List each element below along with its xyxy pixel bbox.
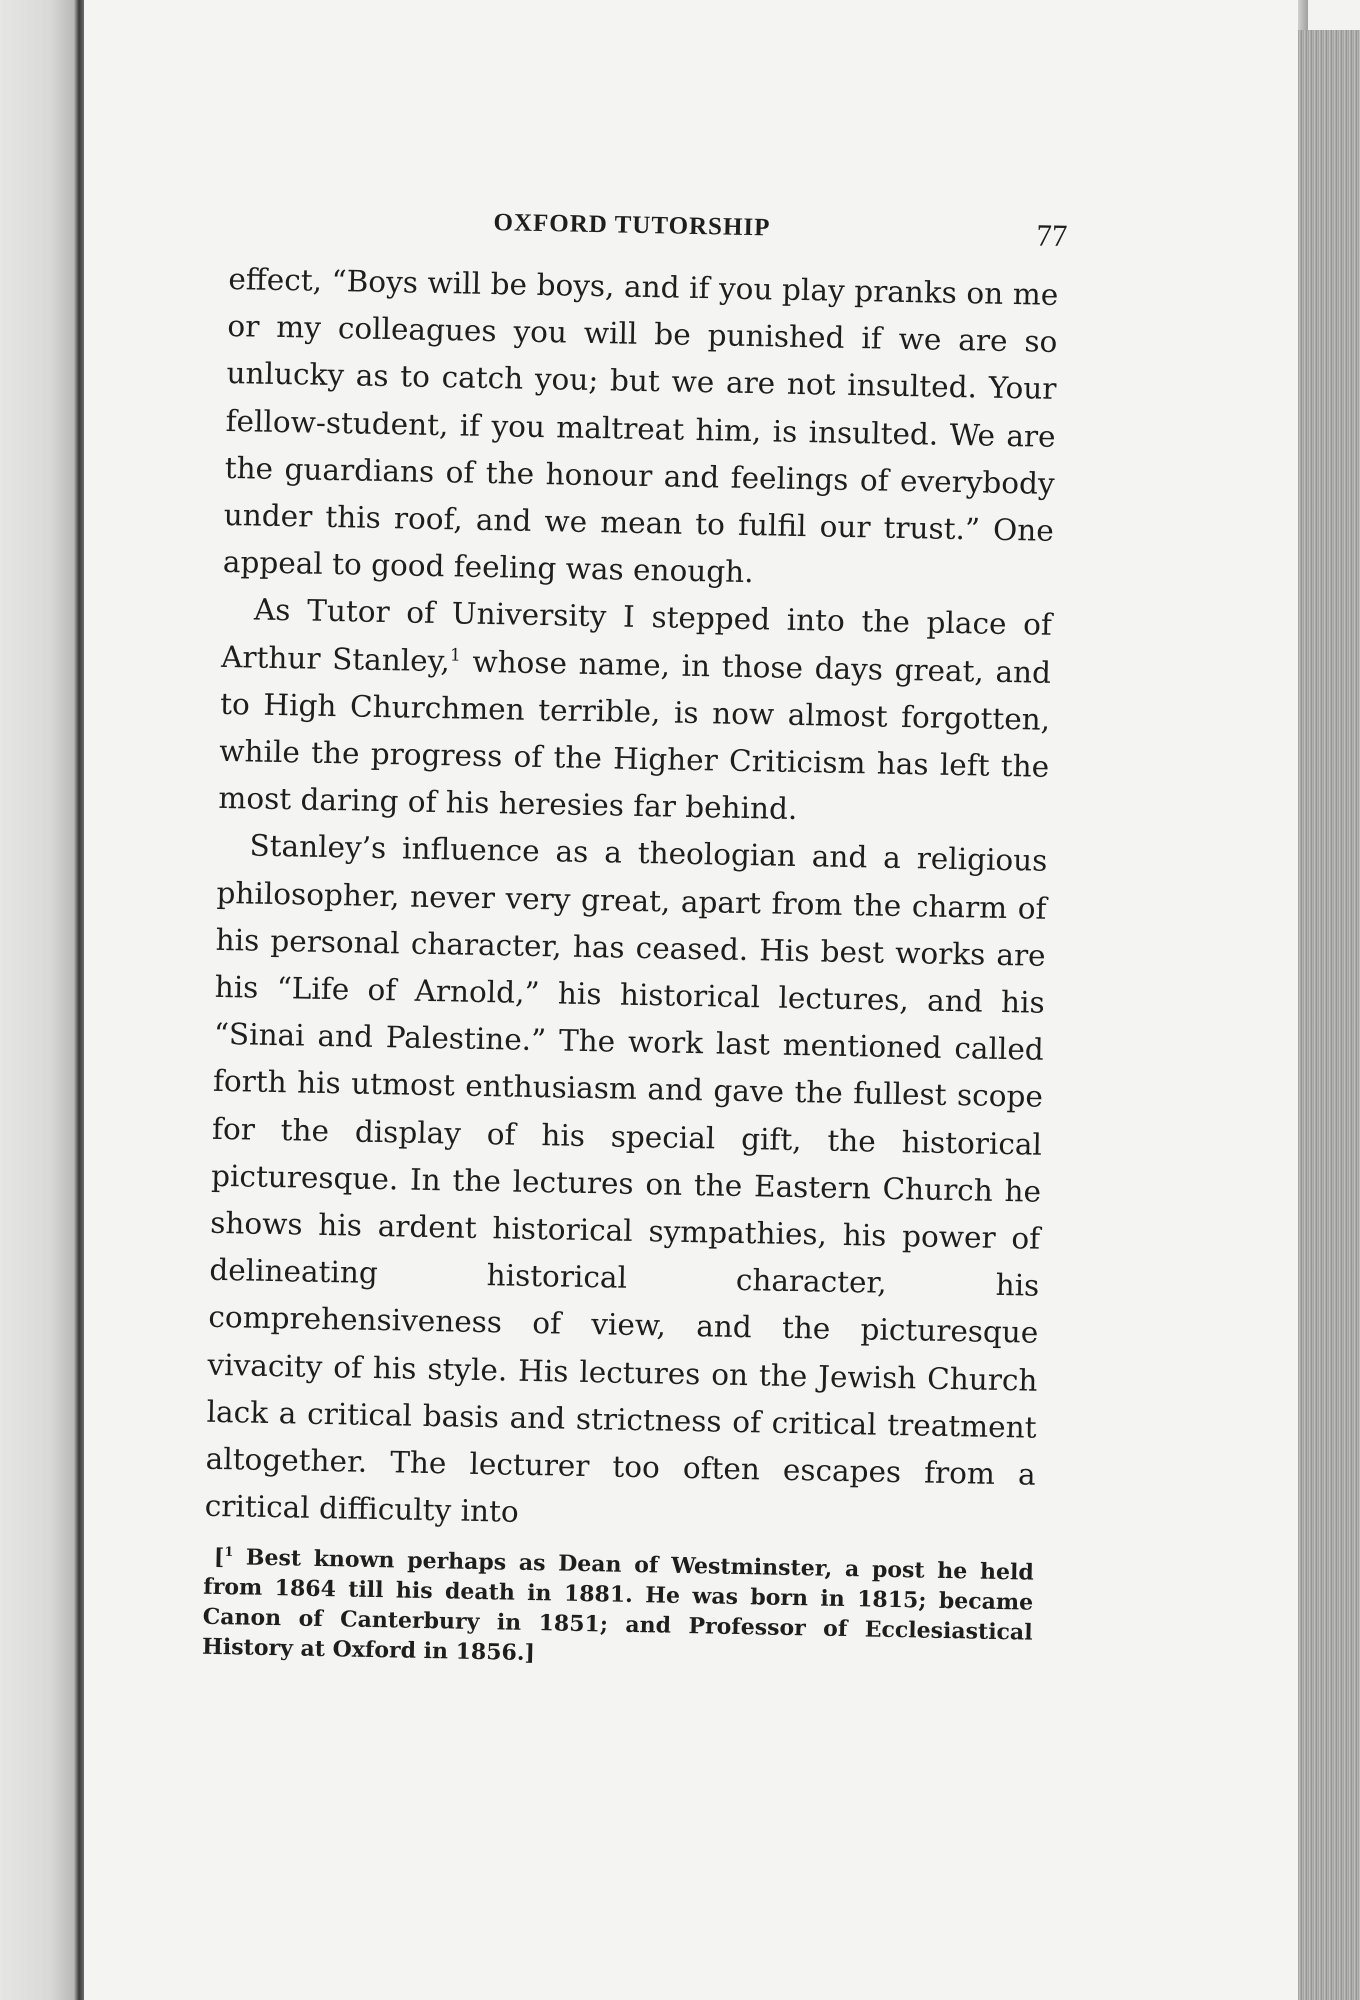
text-block: [201, 196, 1068, 1678]
footnote-reference: 1: [449, 645, 462, 666]
body-text: [204, 256, 1058, 1546]
facing-page-edge: [0, 0, 84, 2000]
paragraph-2-rest: whose name, in those days great, and to High Churchmen terrible, is now almost forgotten, while the progress of the Higher Criticism has left the most daring of his heresies far behind.: [218, 644, 1052, 827]
paragraph-2: [218, 586, 1052, 838]
paragraph-1: effect, “Boys will be boys, and if you play pranks on me or my colleagues you will be punished if we are so unlucky as to catch you; but we are not insulted. Your fellow-student, if you maltreat him, is insulted. We are the guardians of the honour and feelings of everybody under this roof, and we mean to fulfil our trust.” One appeal to good feeling was enough.: [222, 261, 1059, 590]
running-head-title: OXFORD TUTORSHIP: [493, 209, 771, 242]
footnote-text: Best known perhaps as Dean of Westminster, a post he held from 1864 till his death in 1881. He was born in 1815; became Canon of Canterbury in 1851; and Professor of Ecclesiastical History at Oxford in 1856.]: [201, 1544, 1034, 1667]
page-number: 77: [1036, 217, 1068, 254]
footnote: [202, 1542, 1034, 1678]
paragraph-2-start: As Tutor of University I stepped into the place of Arthur Stanley,: [220, 592, 1053, 678]
paragraph-3: Stanley’s influence as a theologian and a religious philosopher, never very great, apart from the charm of his personal character, has ceased. His best works are his “Life of Arnold,” his historical lectures, and his “Sinai and Palestine.” The work last mentioned called forth his utmost enthusiasm and gave the fullest scope for the display of his special gift, the historical picturesque. In the lectures on the Eastern Church he shows his ardent historical sympathies, his power of delineating historical character, his comprehensiveness of view, and the picturesque vivacity of his style. His lectures on the Jewish Church lack a critical basis and strictness of critical treatment altogether. The lecturer too often escapes from a critical difficulty into: [204, 828, 1048, 1530]
page-stack: [1298, 30, 1360, 2000]
footnote-marker: 1: [224, 1545, 234, 1561]
footnote-bracket: [: [213, 1544, 225, 1571]
